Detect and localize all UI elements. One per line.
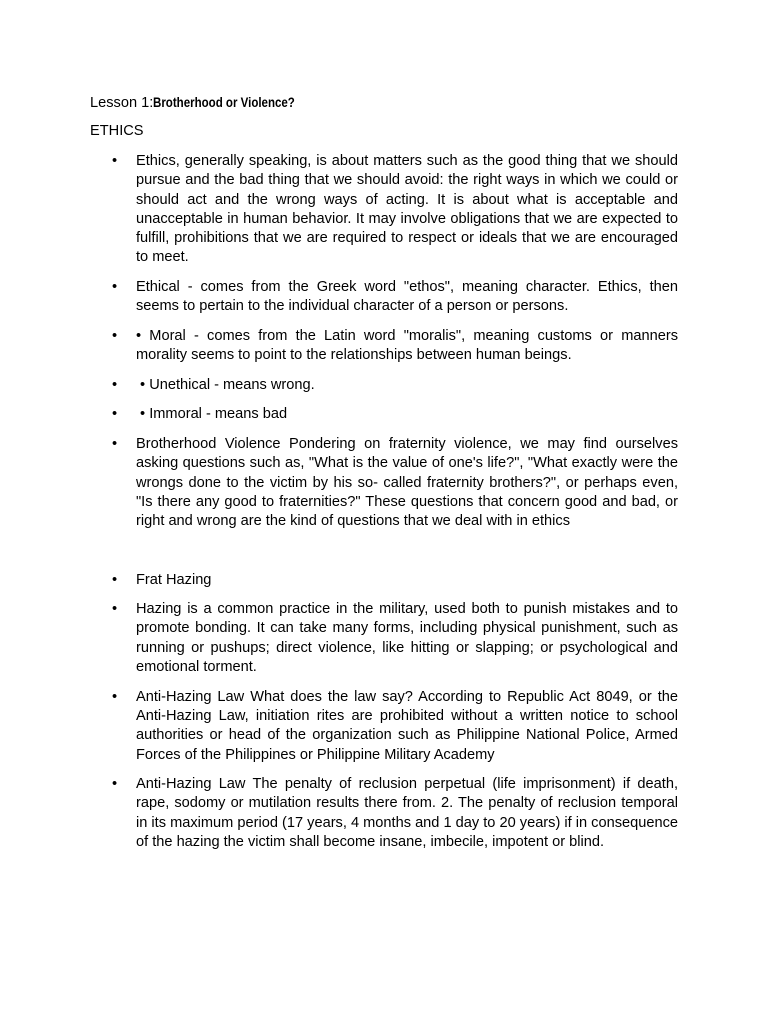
list-item: [90, 688, 678, 765]
bullet-marker: •: [112, 327, 118, 344]
list-item-text: Ethics, generally speaking, is about matters such as the good thing that we should pursue and the bad thing that we should avoid: the right ways in which we could or should act and the wrong ways of acting. It is about what is acceptable and unacceptable in human behavior. It may involve obligations that we are expected to fulfill, prohibitions that we are required to respect or ideals that we are encouraged to meet.: [136, 153, 678, 266]
bullet-marker: •: [112, 601, 118, 618]
bullet-marker: •: [112, 436, 118, 453]
list-item: [90, 152, 678, 268]
list-item-text: Frat Hazing: [136, 571, 212, 588]
list-item-text: Hazing is a common practice in the military, used both to punish mistakes and to promote bonding. It can take many forms, including physical punishment, such as running or pushups; direct violence, like hitting or slapping; or psychological and emotional torment.: [136, 601, 678, 676]
lesson-heading: [90, 93, 318, 113]
list-item: [90, 600, 678, 677]
list-item-text: Brotherhood Violence Pondering on fraternity violence, we may find ourselves asking questions such as, "What is the value of one's life?", "What exactly were the wrongs done to the victim by his so- called fraternity brothers?", or perhaps even, "Is there any good to fraternities?" These questions that concern good and bad, or right and wrong are the kind of questions that we deal with in ethics: [136, 436, 678, 530]
bullet-marker: •: [112, 406, 118, 423]
bullet-marker: •: [112, 776, 118, 793]
section-title: ETHICS: [90, 123, 144, 139]
list-item: [90, 775, 678, 852]
bullet-marker: •: [112, 376, 118, 393]
list-item-text: • Unethical - means wrong.: [136, 376, 315, 393]
bullet-list: [90, 152, 678, 863]
list-item: [90, 405, 678, 424]
list-item-text: • Moral - comes from the Latin word "moralis", meaning customs or manners morality seems to point to the relationships between human beings.: [136, 327, 678, 364]
list-item-text: Anti-Hazing Law What does the law say? According to Republic Act 8049, or the Anti-Hazing Law, initiation rites are prohibited without a written notice to school authorities or head of the organization such as Philippine National Police, Armed Forces of the Philippines or Philippine Military Academy: [136, 688, 678, 763]
list-item-text: Ethical - comes from the Greek word "ethos", meaning character. Ethics, then seems to pertain to the individual character of a person or persons.: [136, 279, 678, 315]
list-item: [90, 278, 678, 317]
list-item: [90, 376, 678, 395]
bullet-marker: •: [112, 688, 118, 705]
bullet-marker: •: [112, 279, 118, 296]
lesson-title: Brotherhood or Violence?: [153, 95, 296, 110]
list-item: [90, 571, 678, 590]
list-item-text: Anti-Hazing Law The penalty of reclusion perpetual (life imprisonment) if death, rape, sodomy or mutilation results there from. 2. The penalty of reclusion temporal in its maximum period (17 years, 4 months and 1 day to 20 years) if in consequence of the hazing the victim shall become insane, imbecile, impotent or blind.: [136, 776, 678, 850]
bullet-marker: •: [112, 571, 118, 588]
list-item: [90, 327, 678, 366]
list-item: [90, 435, 678, 531]
lesson-number: Lesson 1:: [90, 95, 154, 111]
bullet-marker: •: [112, 153, 118, 169]
list-item-text: • Immoral - means bad: [136, 406, 288, 423]
